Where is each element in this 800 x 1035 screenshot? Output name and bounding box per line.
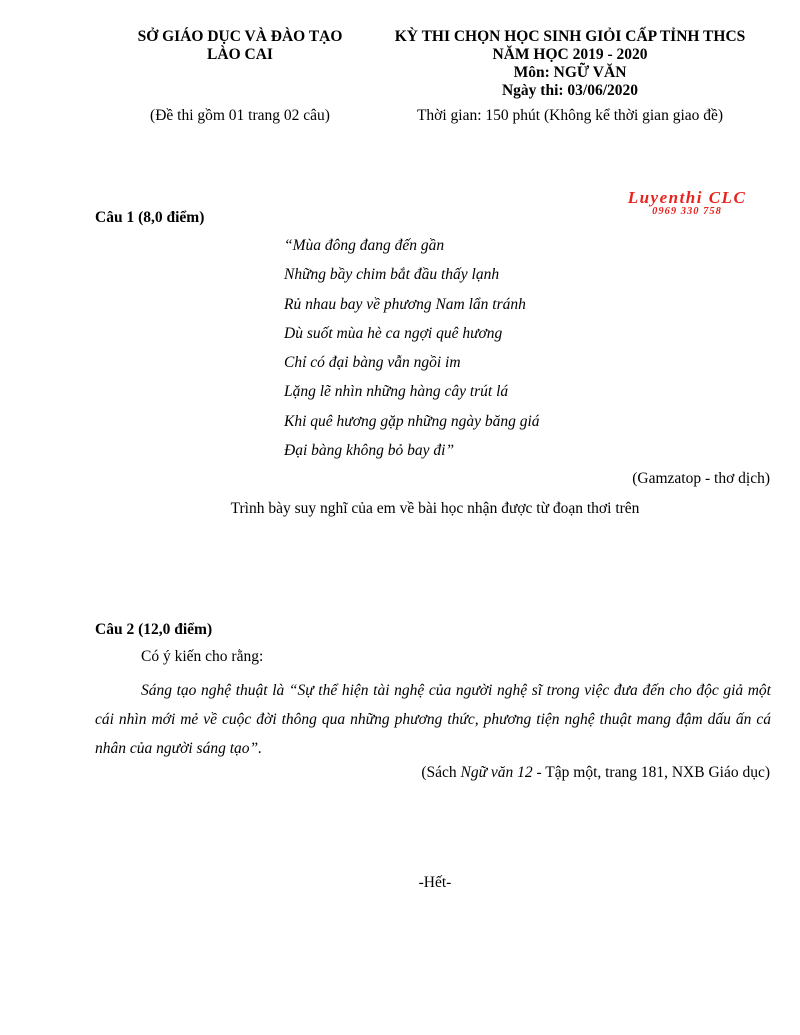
subject: Môn: NGỮ VĂN — [513, 64, 627, 81]
logo-phone: 0969 330 758 — [652, 206, 722, 217]
question-2-quote — [95, 676, 771, 763]
question-1-title: Câu 1 (8,0 điểm) — [95, 209, 205, 226]
issuer-block — [95, 28, 385, 64]
poem-line: Những bầy chim bắt đầu thấy lạnh — [284, 266, 500, 284]
poem-line: Lặng lẽ nhìn những hàng cây trút lá — [284, 383, 509, 401]
end-mark: -Hết- — [418, 874, 452, 891]
time-note: Thời gian: 150 phút (Không kể thời gian giao đề) — [416, 107, 724, 124]
logo-name: Luyenthi CLC — [627, 188, 747, 207]
pages-note: (Đề thi gồm 01 trang 02 câu) — [150, 107, 330, 124]
source-prefix: (Sách — [421, 764, 461, 781]
poem-line: Rủ nhau bay về phương Nam lẩn tránh — [284, 295, 526, 313]
issuer-line-1: SỞ GIÁO DỤC VÀ ĐÀO TẠO — [137, 28, 343, 45]
poem-line: Đại bàng không bỏ bay đi” — [284, 442, 455, 460]
quote-source — [421, 764, 770, 782]
exam-block — [360, 28, 780, 100]
poem — [284, 236, 540, 470]
exam-date: Ngày thi: 03/06/2020 — [501, 82, 639, 99]
luyenthi-logo — [612, 188, 762, 217]
exam-title: KỲ THI CHỌN HỌC SINH GIỎI CẤP TỈNH THCS — [394, 28, 746, 45]
poem-line: Chỉ có đại bàng vẫn ngồi im — [284, 354, 461, 372]
school-year: NĂM HỌC 2019 - 2020 — [492, 46, 648, 63]
poem-line: Khi quê hương gặp những ngày băng giá — [284, 412, 540, 430]
question-2-title: Câu 2 (12,0 điểm) — [95, 621, 213, 638]
source-suffix: - Tập một, trang 181, NXB Giáo dục) — [532, 764, 770, 781]
poem-source: (Gamzatop - thơ dịch) — [632, 470, 770, 487]
quote-text: Sáng tạo nghệ thuật là “Sự thể hiện tài nghệ của người nghệ sĩ trong việc đưa đến cho độc giả một cái nhìn mới mẻ về cuộc đời thông qua những phương thức, phương tiện nghệ thuật mang đậm dấu ấn cá nhân của người sáng tạo”. — [95, 682, 771, 757]
source-book: Ngữ văn 12 — [460, 764, 533, 781]
question-1-task: Trình bày suy nghĩ của em về bài học nhận được từ đoạn thơi trên — [230, 500, 640, 517]
poem-line: Dù suốt mùa hè ca ngợi quê hương — [284, 324, 503, 342]
issuer-line-2: LÀO CAI — [207, 46, 273, 63]
question-2-intro: Có ý kiến cho rằng: — [141, 648, 264, 665]
poem-line: “Mùa đông đang đến gần — [284, 237, 445, 254]
